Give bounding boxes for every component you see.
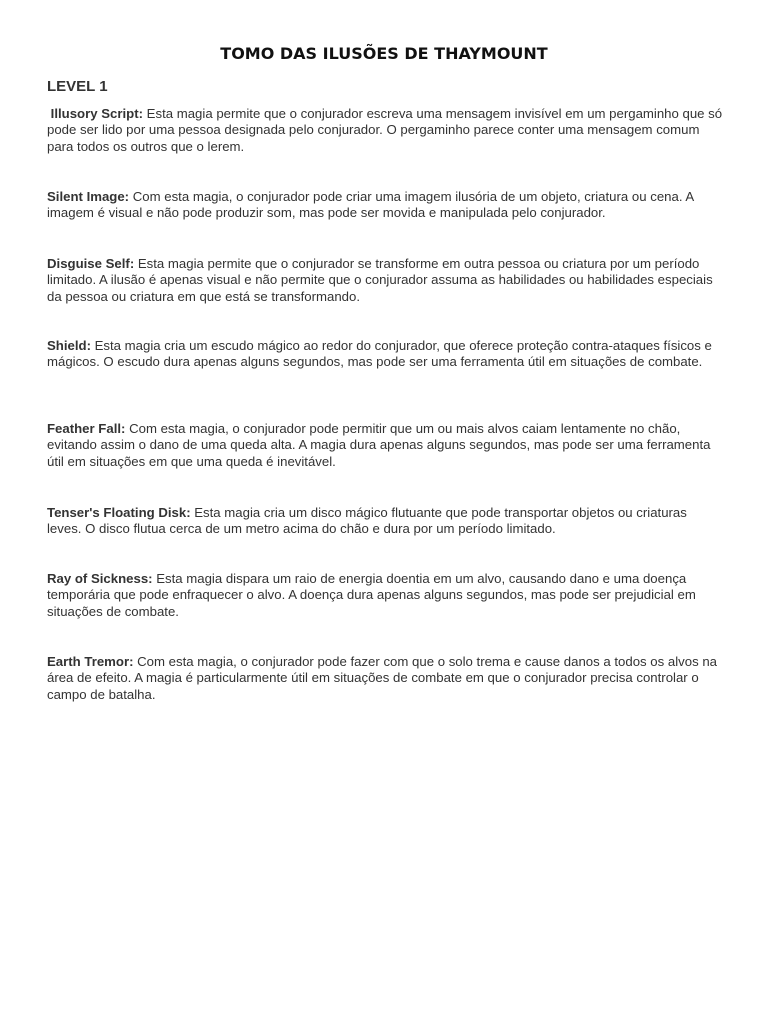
spell-name: Shield: — [47, 338, 91, 353]
spell-description: Com esta magia, o conjurador pode criar uma imagem ilusória de um objeto, criatura ou cena. A imagem é visual e não pode produzir som, mas pode ser movida e manipulada pelo conjurador. — [47, 189, 694, 221]
spell-description: Esta magia cria um disco mágico flutuante que pode transportar objetos ou criaturas leves. O disco flutua cerca de um metro acima do chão e dura por um período limitado. — [47, 505, 687, 537]
spell-name: Disguise Self: — [47, 256, 135, 271]
spell-entry-illusory-script — [47, 106, 723, 155]
spell-entry-silent-image — [47, 189, 723, 222]
spell-name: Illusory Script: — [50, 106, 144, 121]
spell-description: Com esta magia, o conjurador pode fazer com que o solo trema e cause danos a todos os alvos na área de efeito. A magia é particularmente útil em situações de combate em que o conjurador precisa controlar o campo de batalha. — [47, 654, 717, 702]
spell-entry-tensers-floating-disk — [47, 505, 723, 538]
spell-entry-shield — [47, 338, 723, 371]
spell-name: Silent Image: — [47, 189, 130, 204]
spell-description: Esta magia permite que o conjurador escreva uma mensagem invisível em um pergaminho que só pode ser lido por uma pessoa designada pelo conjurador. O pergaminho parece conter uma mensagem comum para todos os outros que o lerem. — [47, 106, 723, 154]
spell-name: Feather Fall: — [47, 421, 126, 436]
spell-entry-disguise-self — [47, 256, 723, 305]
spell-description: Esta magia dispara um raio de energia doentia em um alvo, causando dano e uma doença temporária que pode enfraquecer o alvo. A doença dura apenas alguns segundos, mas pode ser prejudicial em situações de combate. — [47, 571, 696, 619]
document-title: TOMO DAS ILUSÕES DE THAYMOUNT — [220, 44, 548, 63]
spell-entry-feather-fall — [47, 421, 723, 470]
spell-description: Esta magia permite que o conjurador se transforme em outra pessoa ou criatura por um período limitado. A ilusão é apenas visual e não permite que o conjurador assuma as habilidades ou habilidades especiais da pessoa ou criatura em que está se transformando. — [47, 256, 713, 304]
spell-entry-ray-of-sickness — [47, 571, 723, 620]
spell-name: Ray of Sickness: — [47, 571, 153, 586]
spell-entry-earth-tremor — [47, 654, 723, 703]
spell-description: Com esta magia, o conjurador pode permitir que um ou mais alvos caiam lentamente no chão, evitando assim o dano de uma queda alta. A magia dura apenas alguns segundos, mas pode ser uma ferramenta útil em situações em que uma queda é inevitável. — [47, 421, 711, 469]
spell-name: Earth Tremor: — [47, 654, 134, 669]
spell-name: Tenser's Floating Disk: — [47, 505, 191, 520]
spell-description: Esta magia cria um escudo mágico ao redor do conjurador, que oferece proteção contra-ataques físicos e mágicos. O escudo dura apenas alguns segundos, mas pode ser uma ferramenta útil em situações de combate. — [47, 338, 712, 370]
level-heading: LEVEL 1 — [47, 78, 108, 95]
